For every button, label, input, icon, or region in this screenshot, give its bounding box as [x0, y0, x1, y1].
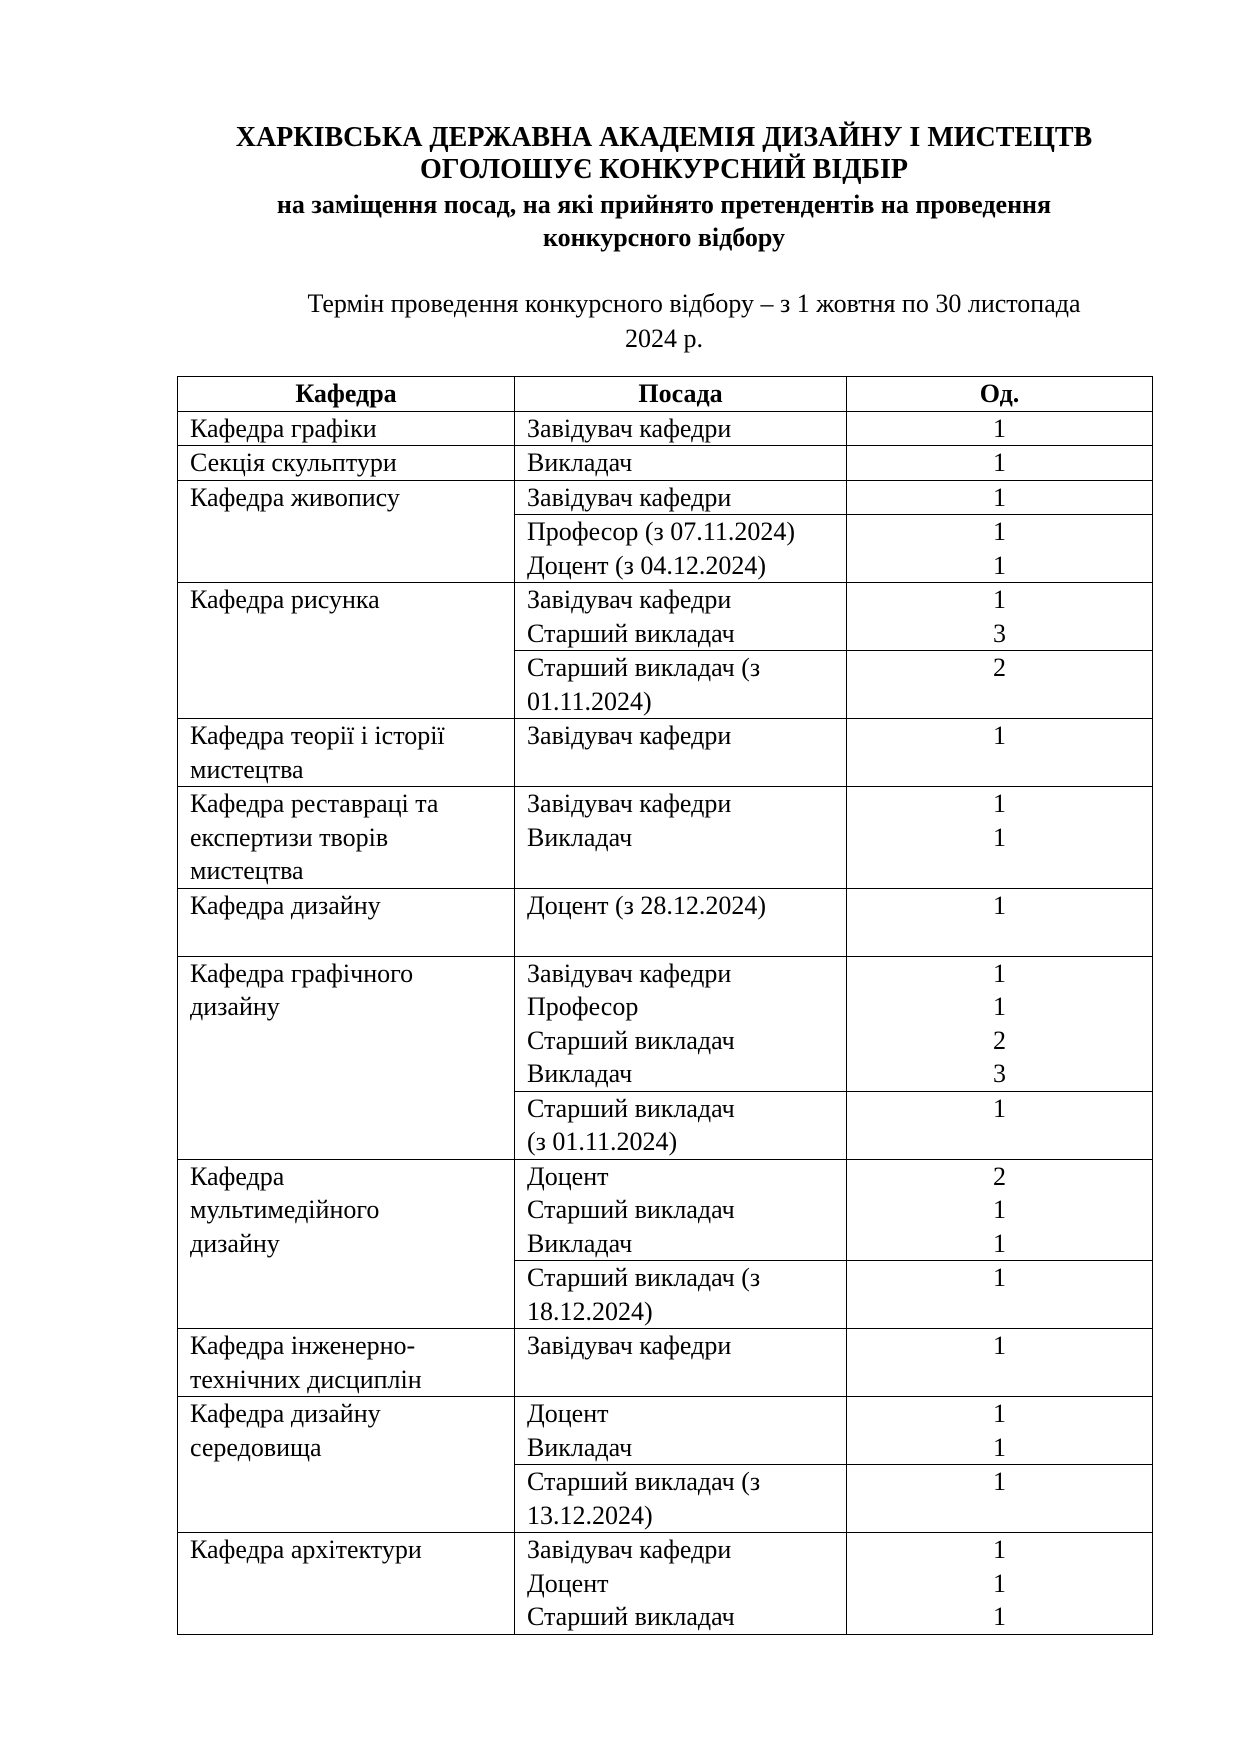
position-name: Доцент — [527, 1568, 609, 1598]
table-body — [178, 411, 1153, 1634]
table-row — [178, 787, 1153, 889]
department-name: дизайну — [190, 1228, 280, 1258]
position-name: Викладач — [527, 1228, 633, 1258]
department-name: мистецтва — [190, 856, 304, 885]
position-name: 18.12.2024) — [527, 1296, 653, 1326]
position-name: Професор (з 07.11.2024) — [527, 517, 795, 546]
department-name: середовища — [190, 1432, 322, 1462]
department-name: Кафедра графіки — [190, 413, 377, 443]
position-name: Старший викладач (з — [527, 653, 761, 682]
position-name: Доцент (з 04.12.2024) — [527, 550, 767, 580]
quantity-value: 1 — [993, 992, 1006, 1021]
position-cell — [515, 411, 847, 446]
quantity-cell — [847, 651, 1153, 719]
position-name: Доцент (з 28.12.2024) — [527, 890, 767, 920]
term-line-1 — [247, 289, 1080, 318]
position-cell — [515, 1397, 847, 1465]
spacer — [527, 922, 834, 956]
header-quantity: Од. — [847, 377, 1153, 412]
quantity-cell — [847, 1465, 1153, 1533]
selection-term — [176, 286, 1152, 356]
table-header-row — [178, 377, 1153, 412]
quantity-value: 2 — [993, 1161, 1006, 1191]
table-row — [178, 1397, 1153, 1465]
position-name: Старший викладач (з — [527, 1263, 761, 1292]
table-row — [178, 583, 1153, 651]
quantity-value: 1 — [993, 585, 1006, 614]
term-text-1: Термін проведення конкурсного відбору – з 1 жовтня по 30 листопада — [307, 289, 1081, 318]
department-name: технічних дисциплін — [190, 1364, 422, 1394]
department-name: Кафедра живопису — [190, 482, 400, 512]
quantity-cell — [847, 583, 1153, 651]
department-name: Кафедра дизайну — [190, 890, 381, 920]
position-name: Завідувач кафедри — [527, 789, 732, 818]
quantity-value: 1 — [993, 413, 1006, 443]
position-name: Викладач — [527, 448, 633, 477]
department-cell — [178, 583, 515, 719]
department-cell — [178, 411, 515, 446]
quantity-value: 1 — [993, 890, 1006, 920]
table-row — [178, 719, 1153, 787]
position-cell — [515, 719, 847, 787]
department-name: Кафедра реставраці та — [190, 789, 439, 818]
table-row — [178, 1159, 1153, 1261]
quantity-cell — [847, 1397, 1153, 1465]
table-row — [178, 956, 1153, 1091]
quantity-cell — [847, 1329, 1153, 1397]
position-name: Професор — [527, 992, 639, 1021]
department-name: Секція скульптури — [190, 448, 397, 477]
quantity-value: 1 — [993, 517, 1006, 546]
quantity-cell — [847, 719, 1153, 787]
positions-table — [177, 376, 1153, 1635]
position-name: Завідувач кафедри — [527, 1331, 732, 1360]
announcement-title: ОГОЛОШУЄ КОНКУРСНИЙ ВІДБІР — [419, 154, 909, 185]
position-name: Доцент — [527, 1399, 609, 1428]
position-cell — [515, 1159, 847, 1261]
department-cell — [178, 1159, 515, 1329]
quantity-value: 1 — [993, 1228, 1006, 1258]
department-cell — [178, 446, 515, 481]
quantity-value: 1 — [993, 1568, 1006, 1598]
table-row — [178, 888, 1153, 956]
position-cell — [515, 1261, 847, 1329]
table-row — [178, 480, 1153, 515]
department-name: Кафедра архітектури — [190, 1535, 422, 1564]
quantity-value: 1 — [993, 822, 1006, 852]
quantity-cell — [847, 446, 1153, 481]
position-name: Викладач — [527, 822, 633, 852]
position-name: Викладач — [527, 1059, 633, 1088]
department-name: експертизи творів — [190, 822, 389, 852]
quantity-value: 1 — [993, 721, 1006, 750]
position-name: (з 01.11.2024) — [527, 1127, 678, 1156]
table-row — [178, 1329, 1153, 1397]
position-name: Старший викладач — [527, 1093, 735, 1123]
quantity-value: 3 — [993, 618, 1006, 648]
quantity-cell — [847, 888, 1153, 956]
department-name: мистецтва — [190, 754, 304, 784]
position-name: Викладач — [527, 1432, 633, 1462]
announcement-subtitle — [176, 188, 1152, 254]
quantity-cell — [847, 1159, 1153, 1261]
department-name: Кафедра інженерно- — [190, 1331, 416, 1360]
quantity-cell — [847, 515, 1153, 583]
quantity-value: 1 — [993, 1399, 1006, 1428]
position-name: Доцент — [527, 1161, 609, 1191]
position-name: Старший викладач — [527, 1602, 735, 1631]
quantity-value: 1 — [993, 1263, 1006, 1292]
quantity-value: 1 — [993, 550, 1006, 580]
department-name: Кафедра теорії і історії — [190, 721, 445, 750]
position-cell — [515, 515, 847, 583]
quantity-value: 1 — [993, 1195, 1006, 1224]
department-cell — [178, 1329, 515, 1397]
position-name: 13.12.2024) — [527, 1500, 653, 1530]
department-cell — [178, 956, 515, 1159]
position-cell — [515, 787, 847, 889]
quantity-value: 2 — [993, 1025, 1006, 1055]
quantity-value: 1 — [993, 1331, 1006, 1360]
position-name: Старший викладач — [527, 618, 735, 648]
academy-title: ХАРКІВСЬКА ДЕРЖАВНА АКАДЕМІЯ ДИЗАЙНУ І МИСТЕЦТВ — [235, 122, 1093, 153]
position-name: Старший викладач — [527, 1195, 735, 1224]
position-cell — [515, 956, 847, 1091]
department-name: Кафедра дизайну — [190, 1399, 381, 1428]
position-name: Завідувач кафедри — [527, 1535, 732, 1564]
quantity-cell — [847, 787, 1153, 889]
header-department: Кафедра — [178, 377, 515, 412]
quantity-value: 1 — [993, 482, 1006, 512]
department-name: Кафедра графічного — [190, 958, 414, 988]
position-name: Завідувач кафедри — [527, 585, 732, 614]
department-cell — [178, 1533, 515, 1635]
table-row — [178, 1533, 1153, 1635]
quantity-cell — [847, 1091, 1153, 1159]
department-cell — [178, 480, 515, 583]
department-cell — [178, 888, 515, 956]
position-cell — [515, 446, 847, 481]
quantity-value: 1 — [993, 789, 1006, 818]
department-cell — [178, 787, 515, 889]
quantity-cell — [847, 1533, 1153, 1635]
term-line-2: 2024 р. — [625, 324, 703, 353]
quantity-cell — [847, 480, 1153, 515]
position-name: Завідувач кафедри — [527, 482, 732, 512]
department-name: мультимедійного — [190, 1195, 380, 1224]
quantity-value: 1 — [993, 1432, 1006, 1462]
quantity-value: 1 — [993, 1602, 1006, 1631]
quantity-cell — [847, 956, 1153, 1091]
quantity-value: 1 — [993, 1535, 1006, 1564]
quantity-value: 1 — [993, 448, 1006, 477]
position-cell — [515, 1329, 847, 1397]
position-cell — [515, 480, 847, 515]
position-cell — [515, 583, 847, 651]
position-cell — [515, 888, 847, 956]
department-cell — [178, 719, 515, 787]
position-cell — [515, 1465, 847, 1533]
quantity-cell — [847, 1261, 1153, 1329]
quantity-cell — [847, 411, 1153, 446]
quantity-value: 1 — [993, 1093, 1006, 1123]
department-name: Кафедра рисунка — [190, 585, 380, 614]
quantity-value: 2 — [993, 653, 1006, 682]
department-name: дизайну — [190, 992, 280, 1021]
subtitle-line-1: на заміщення посад, на які прийнято претендентів на проведення — [276, 190, 1052, 219]
position-name: Старший викладач (з — [527, 1467, 761, 1496]
position-name: 01.11.2024) — [527, 686, 652, 716]
quantity-value: 1 — [993, 958, 1006, 988]
department-cell — [178, 1397, 515, 1533]
subtitle-line-2: конкурсного відбору — [542, 223, 786, 252]
position-name: Старший викладач — [527, 1025, 735, 1055]
quantity-value: 3 — [993, 1059, 1006, 1088]
header-position: Посада — [515, 377, 847, 412]
department-name: Кафедра — [190, 1161, 285, 1191]
position-name: Завідувач кафедри — [527, 413, 732, 443]
position-cell — [515, 1533, 847, 1635]
table-row — [178, 411, 1153, 446]
position-name: Завідувач кафедри — [527, 958, 732, 988]
quantity-value: 1 — [993, 1467, 1006, 1496]
position-cell — [515, 1091, 847, 1159]
position-name: Завідувач кафедри — [527, 721, 732, 750]
position-cell — [515, 651, 847, 719]
table-row — [178, 446, 1153, 481]
